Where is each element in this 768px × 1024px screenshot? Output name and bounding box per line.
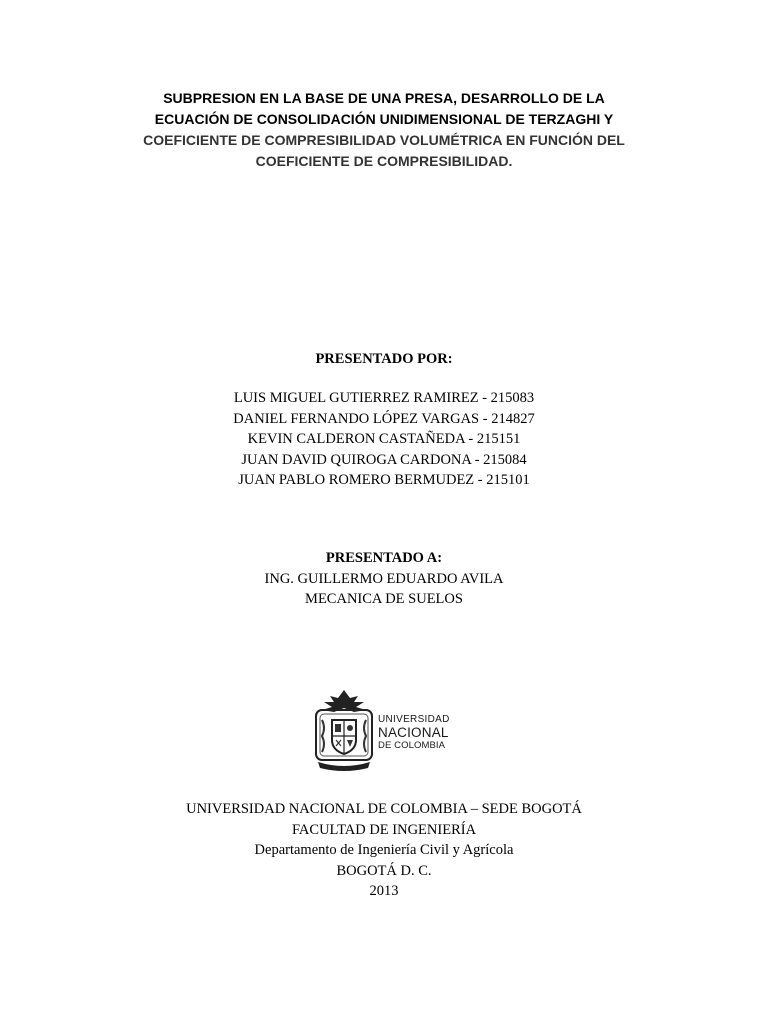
professor-name: ING. GUILLERMO EDUARDO AVILA (264, 570, 504, 587)
author-line: JUAN DAVID QUIROGA CARDONA - 215084 (241, 451, 527, 468)
logo-wordmark (378, 714, 450, 751)
title-line-3: COEFICIENTE DE COMPRESIBILIDAD VOLUMÉTRICA EN FUNCIÓN DEL (143, 132, 625, 148)
faculty-name: FACULTAD DE INGENIERÍA (291, 821, 477, 838)
university-seal-icon (312, 686, 376, 774)
logo-line-2: NACIONAL (378, 725, 449, 740)
institution-block (84, 799, 684, 902)
course-name: MECANICA DE SUELOS (305, 591, 463, 607)
title-line-1: SUBPRESION EN LA BASE DE UNA PRESA, DESARROLLO DE LA (163, 90, 605, 106)
document-title (100, 88, 668, 172)
presented-to-section (84, 548, 684, 610)
title-line-2: ECUACIÓN DE CONSOLIDACIÓN UNIDIMENSIONAL DE TERZAGHI Y (154, 111, 614, 127)
title-line-4: COEFICIENTE DE COMPRESIBILIDAD. (255, 153, 513, 169)
university-logo (312, 686, 460, 774)
logo-line-3: DE COLOMBIA (378, 740, 446, 751)
author-line: LUIS MIGUEL GUTIERREZ RAMIREZ - 215083 (233, 390, 535, 406)
authors-list (84, 388, 684, 491)
author-line: KEVIN CALDERON CASTAÑEDA - 215151 (247, 431, 521, 447)
author-line: JUAN PABLO ROMERO BERMUDEZ - 215101 (238, 472, 530, 488)
year: 2013 (369, 883, 399, 899)
department-name: Departamento de Ingeniería Civil y Agrícola (254, 842, 514, 858)
presented-by-section (84, 349, 684, 370)
presented-to-heading: PRESENTADO A: (325, 550, 443, 566)
author-line: DANIEL FERNANDO LÓPEZ VARGAS - 214827 (233, 410, 535, 427)
presented-by-heading: PRESENTADO POR: (315, 351, 453, 367)
city-name: BOGOTÁ D. C. (336, 862, 432, 879)
logo-line-1: UNIVERSIDAD (378, 714, 450, 725)
university-name: UNIVERSIDAD NACIONAL DE COLOMBIA – SEDE BOGOTÁ (186, 801, 582, 817)
